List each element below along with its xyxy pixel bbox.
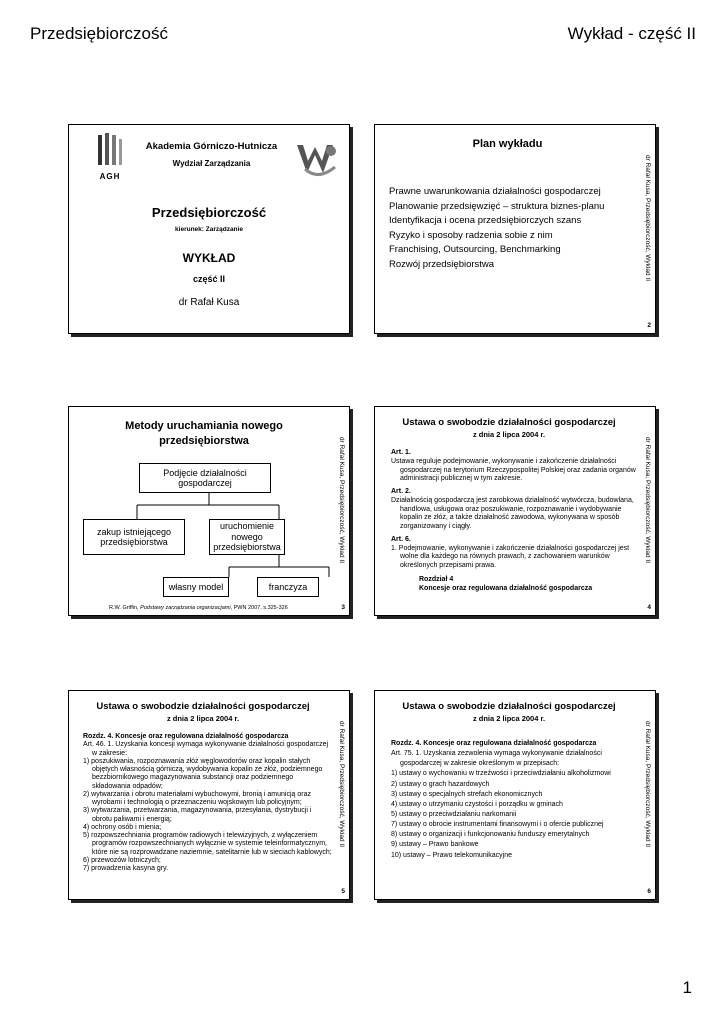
list-item: 1) poszukiwania, rozpoznawania złóż węglowodorów oraz kopalin stałych objętych własnością górniczą, wydobywania kopalin ze złóż, podziemnego bezzbiornikowego magazynowania substancji oraz podziemnego składowania odpadów; [83, 757, 323, 790]
list-item: 2) wytwarzania i obrotu materiałami wybuchowymi, bronią i amunicją oraz wyrobami i technologią o przeznaczeniu wojskowym lub policyjnym; [83, 790, 311, 806]
list-item: 4) ochrony osób i mienia; [83, 823, 162, 831]
lecture-label: WYKŁAD [182, 251, 236, 265]
art6-heading: Art. 6. [391, 535, 411, 543]
list-item: 5) ustawy o przeciwdziałaniu narkomanii [391, 810, 517, 818]
box-franchise: franczyza [257, 577, 319, 597]
slide-1 [68, 124, 350, 334]
list-item: 5) rozpowszechniania programów radiowych i telewizyjnych, z wyłączeniem programów rozpowszechnianych wyłącznie w systemie teleinformatycznym, które nie są rozprowadzane naziemnie, satelitarnie lub w sieciach kablowych; [83, 832, 332, 856]
source-book-title: Podstawy zarządzania organizacjami [140, 605, 231, 611]
side-label: dr Rafał Kusa, Przedsiębiorczość, Wykład II [644, 437, 651, 564]
faculty-logo-icon [295, 139, 341, 179]
permits-text [391, 739, 641, 861]
chapter-number: Rozdział 4 [419, 575, 454, 583]
slide5-title: Ustawa o swobodzie działalności gospodarczej [96, 701, 310, 712]
agh-logo-text: AGH [99, 172, 121, 181]
slide4-subtitle: z dnia 2 lipca 2004 r. [472, 430, 546, 439]
slide2-title: Plan wykładu [472, 138, 543, 150]
list-item: Rozwój przedsiębiorstwa [389, 258, 495, 270]
box-start-new: uruchomienie nowego przedsiębiorstwa [209, 519, 285, 555]
slide1-subtitle: kierunek: Zarządzanie [175, 226, 243, 233]
slide4-title: Ustawa o swobodzie działalności gospodarczej [402, 417, 616, 428]
source-citation [109, 605, 288, 611]
page-number: 1 [682, 978, 692, 997]
list-item: Ryzyko i sposoby radzenia sobie z nim [389, 229, 553, 241]
slide-6 [374, 690, 656, 900]
header-right: Wykład - część II [567, 24, 696, 43]
slide3-title: Metody uruchamiania nowego przedsiębiorstwa [125, 420, 283, 447]
list-item: 8) ustawy o organizacji i funkcjonowaniu funduszy emerytalnych [391, 831, 590, 839]
concessions-text [83, 733, 333, 873]
slide5-subtitle: z dnia 2 lipca 2004 r. [166, 714, 240, 723]
slide-number: 3 [341, 604, 345, 611]
source-prefix: R.W. Griffin, [109, 605, 141, 611]
chapter-heading: Rozdz. 4. Koncesje oraz regulowana działalność gospodarcza [391, 740, 597, 747]
side-label: dr Rafał Kusa, Przedsiębiorczość, Wykład II [338, 721, 345, 848]
slide-2 [374, 124, 656, 334]
faculty-name: Wydział Zarządzania [172, 159, 251, 168]
slide6-title: Ustawa o swobodzie działalności gospodarczej [402, 701, 616, 712]
slide1-title: Przedsiębiorczość [151, 205, 267, 220]
list-item: 10) ustawy – Prawo telekomunikacyjne [391, 851, 513, 859]
box-buy-existing: zakup istniejącego przedsiębiorstwa [83, 519, 185, 555]
art1-heading: Art. 1. [391, 449, 411, 456]
list-item: 1) ustawy o wychowaniu w trzeźwości i przeciwdziałaniu alkoholizmowi [391, 770, 611, 778]
art2-heading: Art. 2. [391, 488, 411, 495]
slide-3 [68, 406, 350, 616]
list-item: 3) wytwarzania, przetwarzania, magazynowania, przesyłania, dystrybucji i obrotu paliwami i energią; [83, 807, 312, 823]
university-name: Akademia Górniczo-Hutnicza [145, 141, 278, 152]
plan-list [389, 185, 644, 272]
art2-text: Działalnością gospodarczą jest zarobkowa działalność wytwórcza, budowlana, handlowa, usługowa oraz poszukiwanie, rozpoznawanie i wydobywanie kopalin ze złóż, a także działalność zawodowa, wykonywana w sposób zorganizowany i ciągły. [391, 496, 634, 530]
slide6-subtitle: z dnia 2 lipca 2004 r. [472, 714, 546, 723]
article-intro: Art. 75. 1. Uzyskania zezwolenia wymaga wykonywanie działalności gospodarczej w zakresie określonym w przepisach: [391, 750, 602, 768]
list-item: Franchising, Outsourcing, Benchmarking [389, 244, 561, 255]
source-suffix: , PWN 2007, s.325-326 [230, 605, 288, 611]
list-item: 4) ustawy o utrzymaniu czystości i porządku w gminach [391, 800, 563, 808]
side-label: dr Rafał Kusa, Przedsiębiorczość, Wykład II [338, 437, 345, 564]
box-root: Podjęcie działalności gospodarczej [139, 463, 271, 493]
art6-text: 1. Podejmowanie, wykonywanie i zakończenie działalności gospodarczej jest wolne dla każdego na równych prawach, z zachowaniem warunków określonych przepisami prawa. [391, 544, 630, 569]
part-label: część II [192, 274, 226, 284]
article-intro: Art. 46. 1. Uzyskania koncesji wymaga wykonywanie działalności gospodarczej w zakresie: [83, 741, 329, 757]
slide-number: 2 [647, 322, 651, 329]
list-item: 2) ustawy o grach hazardowych [391, 780, 490, 788]
slide-5 [68, 690, 350, 900]
slide-4 [374, 406, 656, 616]
act-text [391, 449, 639, 593]
slide-number: 5 [341, 888, 345, 895]
agh-logo [95, 131, 125, 181]
slide-number: 6 [647, 888, 651, 895]
side-label: dr Rafał Kusa, Przedsiębiorczość, Wykład II [644, 155, 651, 282]
side-label: dr Rafał Kusa, Przedsiębiorczość, Wykład II [644, 721, 651, 848]
list-item: 6) przewozów lotniczych; [83, 856, 161, 864]
header-left: Przedsiębiorczość [30, 24, 168, 43]
box-own-model: własny model [163, 577, 229, 597]
chapter-title: Koncesje oraz regulowana działalność gospodarcza [419, 584, 593, 592]
list-item: Prawne uwarunkowania działalności gospodarczej [389, 186, 601, 197]
list-item: Planowanie przedsięwzięć – struktura biznes-planu [389, 200, 605, 212]
agh-emblem-icon [95, 131, 125, 167]
slide-number: 4 [647, 604, 651, 611]
list-item: 9) ustawy – Prawo bankowe [391, 841, 479, 849]
list-item: 3) ustawy o specjalnych strefach ekonomicznych [391, 790, 543, 798]
list-item: Identyfikacja i ocena przedsiębiorczych szans [389, 215, 582, 226]
art1-text: Ustawa reguluje podejmowanie, wykonywanie i zakończenie działalności gospodarczej na terytorium Rzeczypospolitej Polskiej oraz zadania organów administracji publicznej w tym zakresie. [391, 457, 636, 483]
list-item: 7) prowadzenia kasyna gry. [83, 865, 169, 872]
list-item: 7) ustawy o obrocie instrumentami finansowymi i o ofercie publicznej [391, 821, 604, 829]
chapter-heading: Rozdz. 4. Koncesje oraz regulowana działalność gospodarcza [83, 733, 289, 740]
author-name: dr Rafał Kusa [178, 297, 240, 308]
